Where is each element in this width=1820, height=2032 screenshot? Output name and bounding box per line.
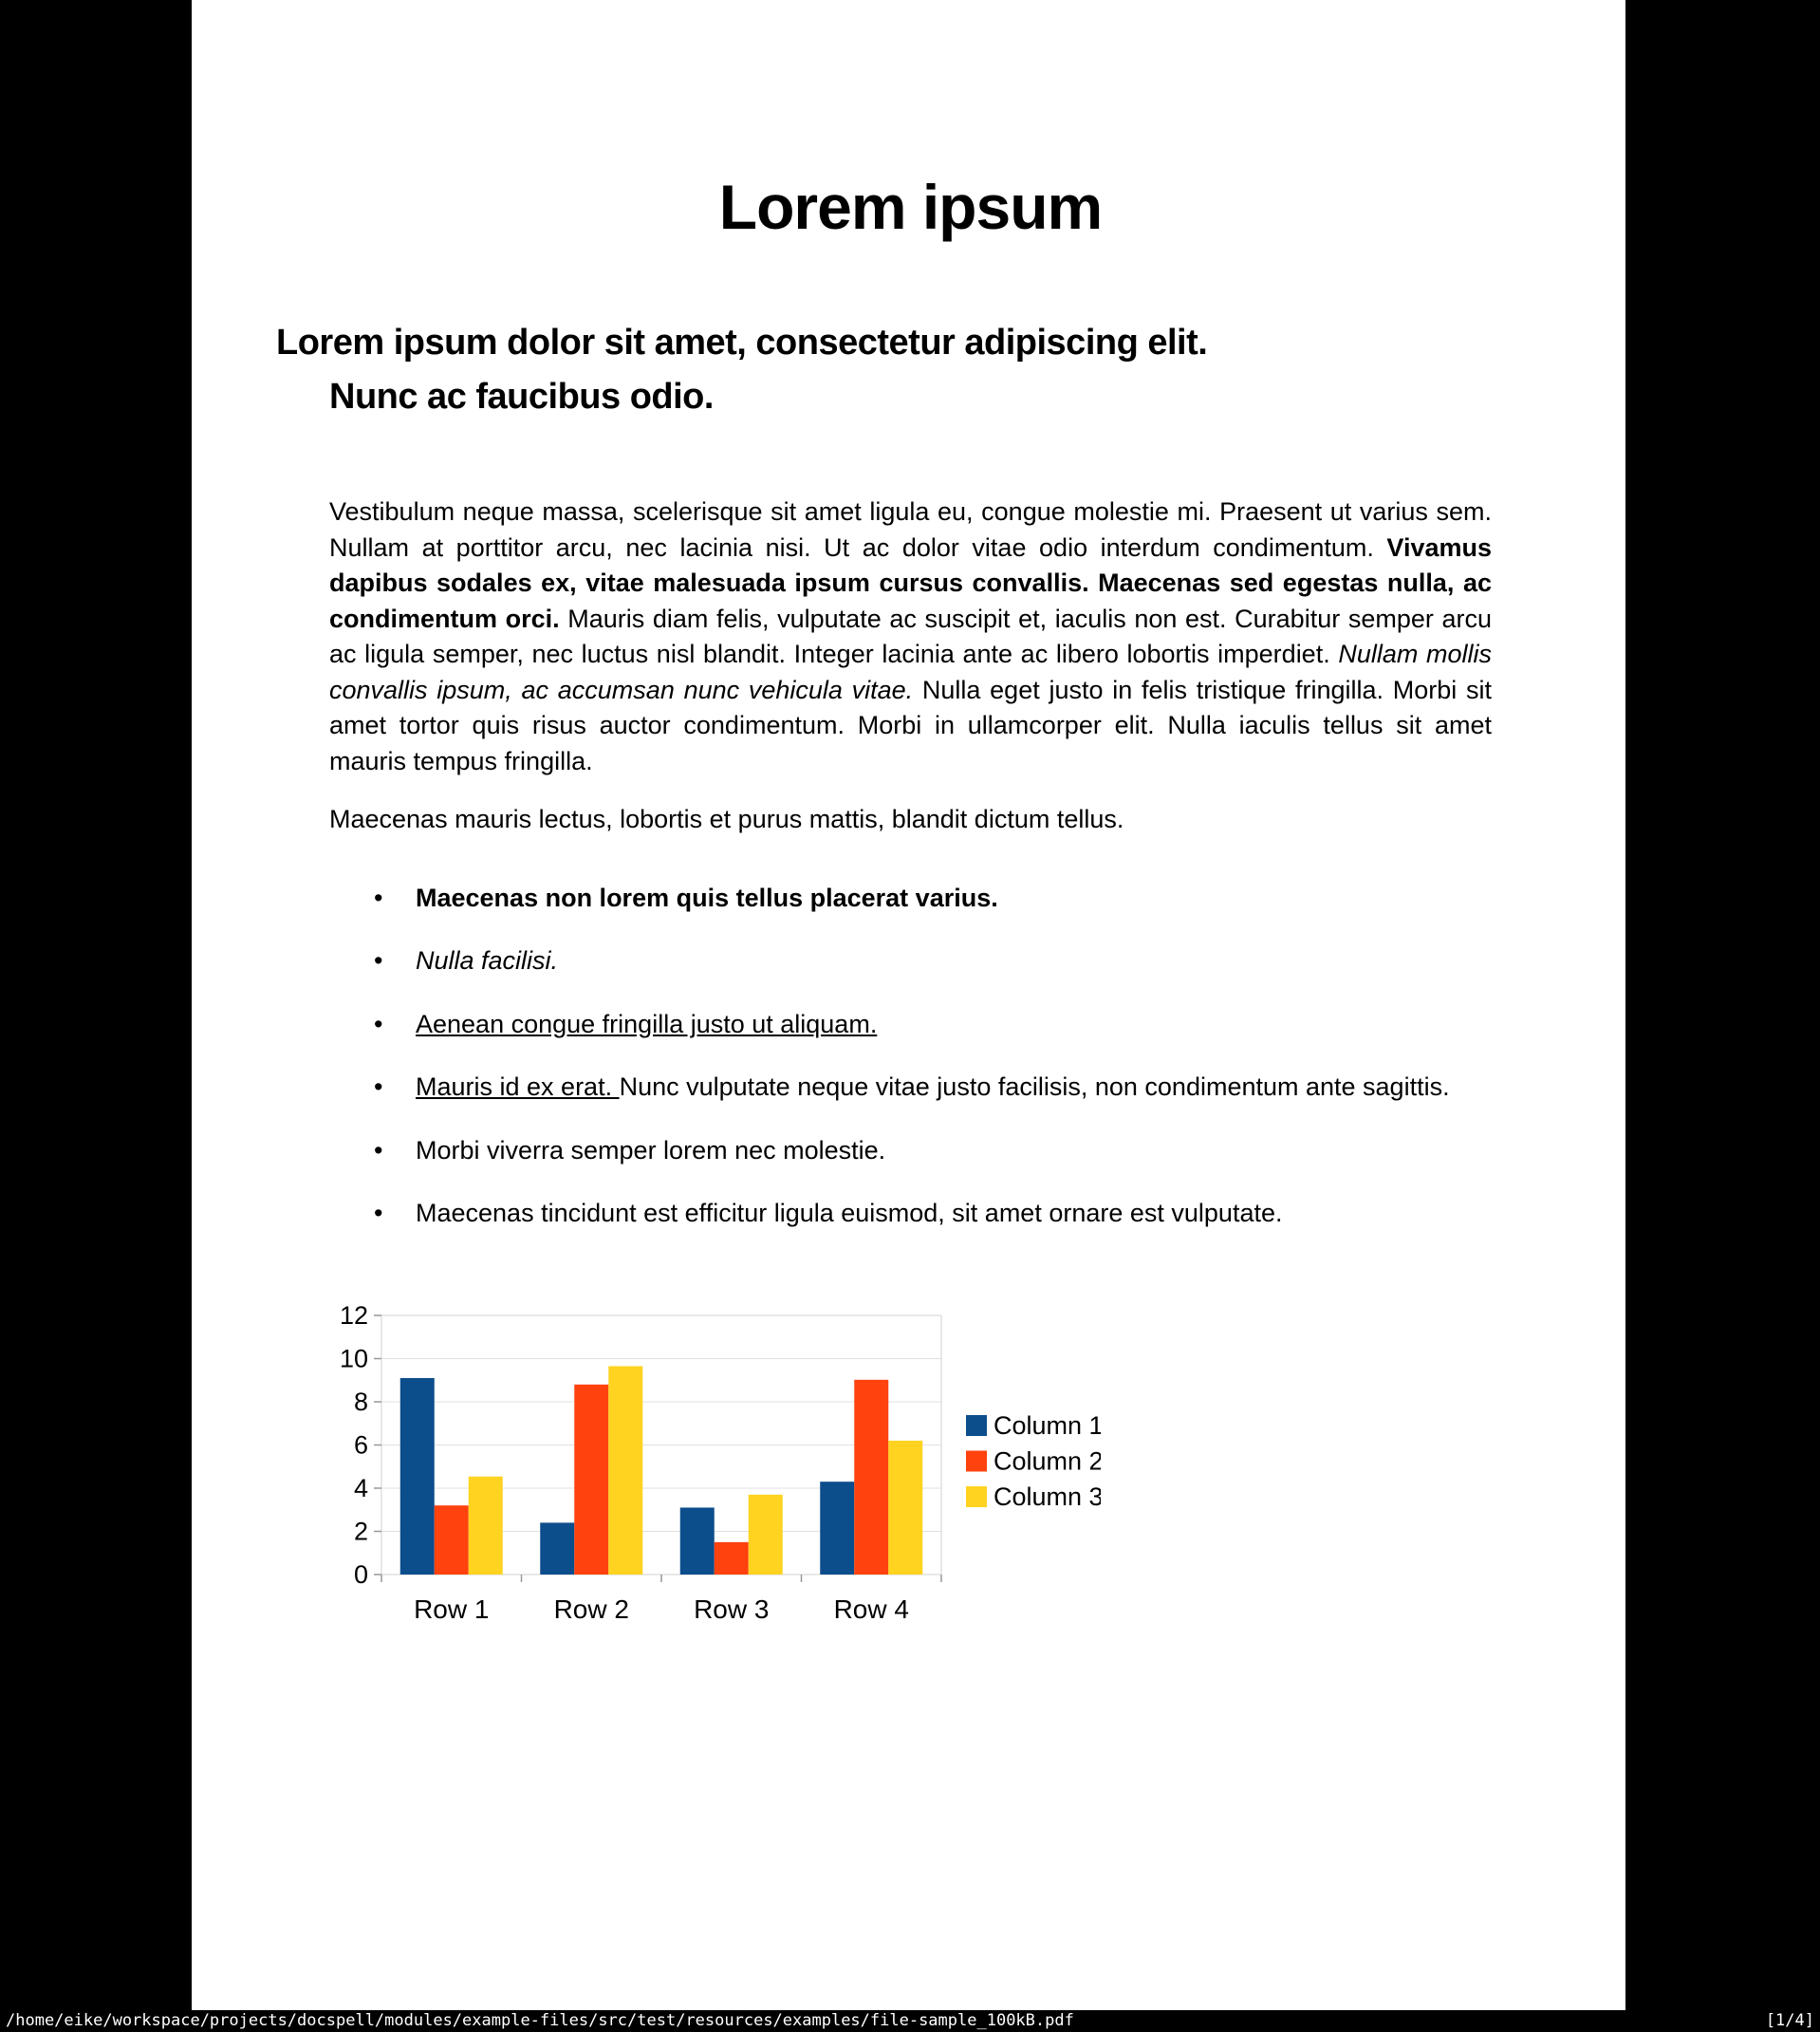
bar-column-1-row-2	[540, 1522, 574, 1575]
text-segment-normal: Nulla eget justo in felis tristique fringilla. Morbi sit amet tortor quis risus auctor condimentum. Morbi in ullamcorper elit. Nulla iaculis tellus sit amet mauris tempus fringilla.	[329, 675, 1492, 775]
legend-label: Column 2	[994, 1446, 1101, 1475]
document-title: Lorem ipsum	[718, 172, 1103, 242]
document-page	[192, 0, 1625, 2010]
x-axis-label: Row 2	[553, 1594, 629, 1624]
bar-chart-svg	[313, 1259, 1101, 1668]
bar-column-1-row-1	[400, 1377, 435, 1574]
text-segment-underline: Mauris id ex erat.	[416, 1072, 620, 1101]
x-axis-label: Row 4	[833, 1594, 909, 1624]
list-item	[329, 1133, 1492, 1169]
text-segment-italic: Nulla facilisi.	[416, 946, 559, 975]
bar-column-1-row-4	[820, 1482, 854, 1575]
list-item	[329, 1070, 1492, 1106]
bar-column-3-row-2	[608, 1366, 642, 1575]
status-file-path: /home/eike/workspace/projects/docspell/modules/example-files/src/test/resources/examples/file-sample_100kB.pdf	[6, 2011, 1074, 2030]
legend-label: Column 1	[994, 1410, 1101, 1440]
status-bar	[0, 2010, 1820, 2032]
legend-label: Column 3	[994, 1482, 1101, 1511]
text-segment-bold: Maecenas non lorem quis tellus placerat varius.	[416, 883, 998, 912]
bar-column-2-row-2	[574, 1384, 608, 1574]
text-segment-italic: Nullam mollis convallis ipsum, ac accumsan nunc vehicula vitae.	[329, 640, 1492, 704]
list-item	[329, 881, 1492, 917]
paragraph-2: Maecenas mauris lectus, lobortis et purus mattis, blandit dictum tellus.	[329, 805, 1124, 833]
status-page-indicator: [1/4]	[1765, 2011, 1814, 2030]
bar-column-3-row-4	[888, 1440, 922, 1574]
x-axis-label: Row 3	[694, 1594, 770, 1624]
bar-column-2-row-1	[435, 1505, 469, 1575]
x-axis-label: Row 1	[414, 1594, 490, 1624]
list-item	[329, 1196, 1492, 1232]
text-segment-normal: Nunc vulputate neque vitae justo facilisis, non condimentum ante sagittis.	[619, 1072, 1450, 1101]
bar-chart	[313, 1259, 1101, 1668]
legend-swatch	[966, 1450, 987, 1471]
list-item	[329, 1007, 1492, 1043]
text-segment-normal: Maecenas tincidunt est efficitur ligula euismod, sit amet ornare est vulputate.	[416, 1199, 1283, 1227]
text-segment-normal: Vestibulum neque massa, scelerisque sit amet ligula eu, congue molestie mi. Praesent ut varius sem. Nullam at porttitor arcu, nec lacinia nisi. Ut ac dolor vitae odio interdum condimentum.	[329, 497, 1492, 562]
y-axis-label: 12	[339, 1300, 368, 1330]
text-segment-underline: Aenean congue fringilla justo ut aliquam.	[416, 1009, 878, 1038]
bar-column-3-row-3	[749, 1494, 783, 1574]
y-axis-label: 2	[353, 1517, 368, 1545]
y-axis-label: 8	[353, 1387, 368, 1416]
text-segment-normal: Morbi viverra semper lorem nec molestie.	[416, 1135, 886, 1165]
y-axis-label: 10	[339, 1344, 368, 1372]
document-heading	[276, 316, 1492, 424]
y-axis-label: 4	[353, 1473, 368, 1502]
heading-line-2: Nunc ac faucibus odio.	[329, 377, 714, 417]
y-axis-label: 0	[353, 1559, 368, 1589]
bar-column-1-row-3	[680, 1507, 715, 1575]
list-item	[329, 943, 1492, 979]
text-segment-normal: Mauris diam felis, vulputate ac suscipit et, iaculis non est. Curabitur semper arcu ac ligula semper, nec luctus nisl blandit. Integer lacinia ante ac libero lobortis imperdiet.	[329, 604, 1492, 668]
bar-column-2-row-4	[854, 1379, 888, 1574]
bar-column-3-row-1	[469, 1476, 503, 1574]
paragraph-1	[329, 494, 1492, 779]
legend-swatch	[966, 1486, 987, 1507]
y-axis-label: 6	[353, 1430, 368, 1459]
legend-swatch	[966, 1415, 987, 1436]
heading-line-1: Lorem ipsum dolor sit amet, consectetur adipiscing elit.	[276, 323, 1208, 363]
text-segment-bold: Vivamus dapibus sodales ex, vitae malesuada ipsum cursus convallis. Maecenas sed egestas nulla, ac condimentum orci.	[329, 532, 1492, 633]
bullet-list	[329, 881, 1492, 1232]
bar-column-2-row-3	[715, 1541, 749, 1574]
